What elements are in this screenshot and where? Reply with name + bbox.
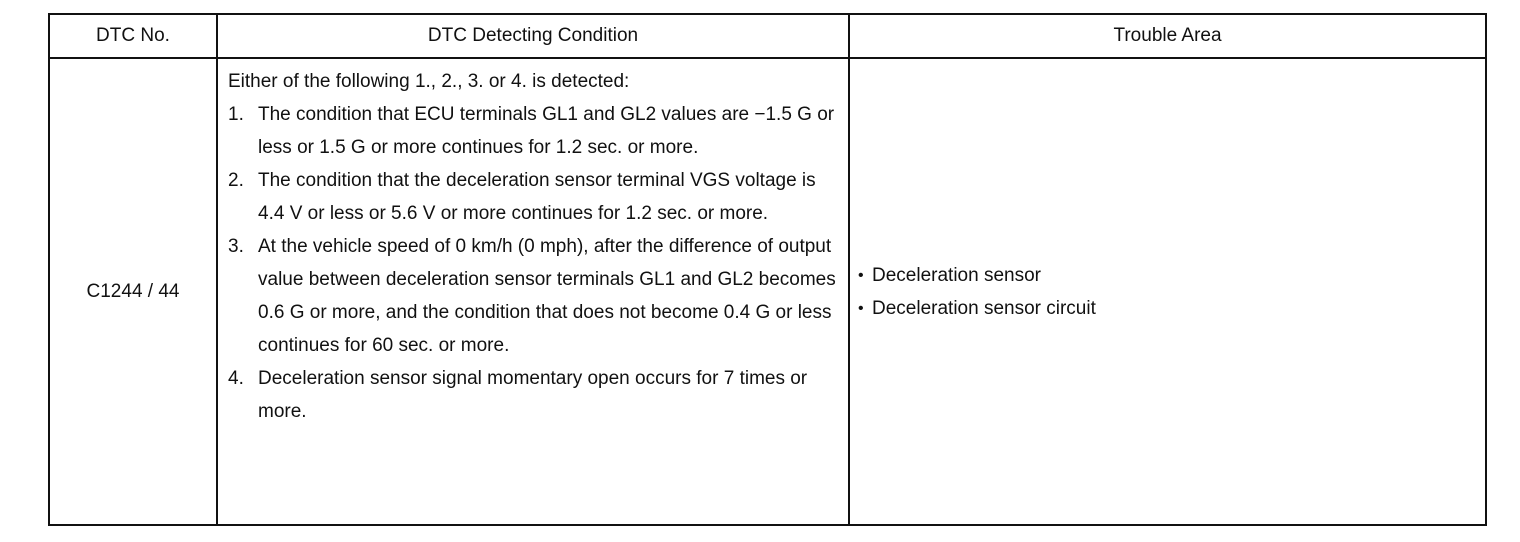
condition-text: Deceleration sensor signal momentary open occurs for 7 times or more.: [258, 368, 808, 422]
condition-item: [228, 230, 838, 362]
trouble-area-list: [858, 259, 1485, 325]
trouble-area-cell: [849, 58, 1486, 525]
condition-list: [228, 98, 838, 428]
dtc-table: [48, 13, 1487, 526]
table-row: [49, 58, 1486, 525]
trouble-area-text: Deceleration sensor circuit: [872, 297, 1096, 319]
bullet-icon: •: [858, 299, 864, 317]
detecting-condition-cell: [217, 58, 849, 525]
condition-intro: Either of the following 1., 2., 3. or 4. is detected:: [228, 71, 630, 92]
trouble-area-item: [858, 259, 1485, 292]
condition-number: 2.: [228, 170, 244, 191]
header-trouble-area: Trouble Area: [849, 14, 1486, 58]
condition-item: [228, 98, 838, 164]
condition-text: At the vehicle speed of 0 km/h (0 mph), after the difference of output value between deceleration sensor terminals GL1 and GL2 becomes 0.6 G or more, and the condition that does not become 0.4 G or less continues for 60 sec. or more.: [258, 236, 836, 356]
trouble-area-text: Deceleration sensor: [872, 264, 1041, 286]
condition-text: The condition that ECU terminals GL1 and GL2 values are −1.5 G or less or 1.5 G or more continues for 1.2 sec. or more.: [258, 104, 835, 158]
condition-number: 4.: [228, 368, 244, 389]
dtc-code-cell: C1244 / 44: [49, 58, 217, 525]
bullet-icon: •: [858, 266, 864, 284]
header-dtc-no: DTC No.: [49, 14, 217, 58]
condition-number: 3.: [228, 236, 244, 257]
condition-number: 1.: [228, 104, 244, 125]
condition-item: [228, 362, 838, 428]
header-detecting-condition: DTC Detecting Condition: [217, 14, 849, 58]
table-header-row: [49, 14, 1486, 58]
condition-item: [228, 164, 838, 230]
condition-text: The condition that the deceleration sensor terminal VGS voltage is 4.4 V or less or 5.6 V or more continues for 1.2 sec. or more.: [258, 170, 816, 224]
trouble-area-item: [858, 292, 1485, 325]
